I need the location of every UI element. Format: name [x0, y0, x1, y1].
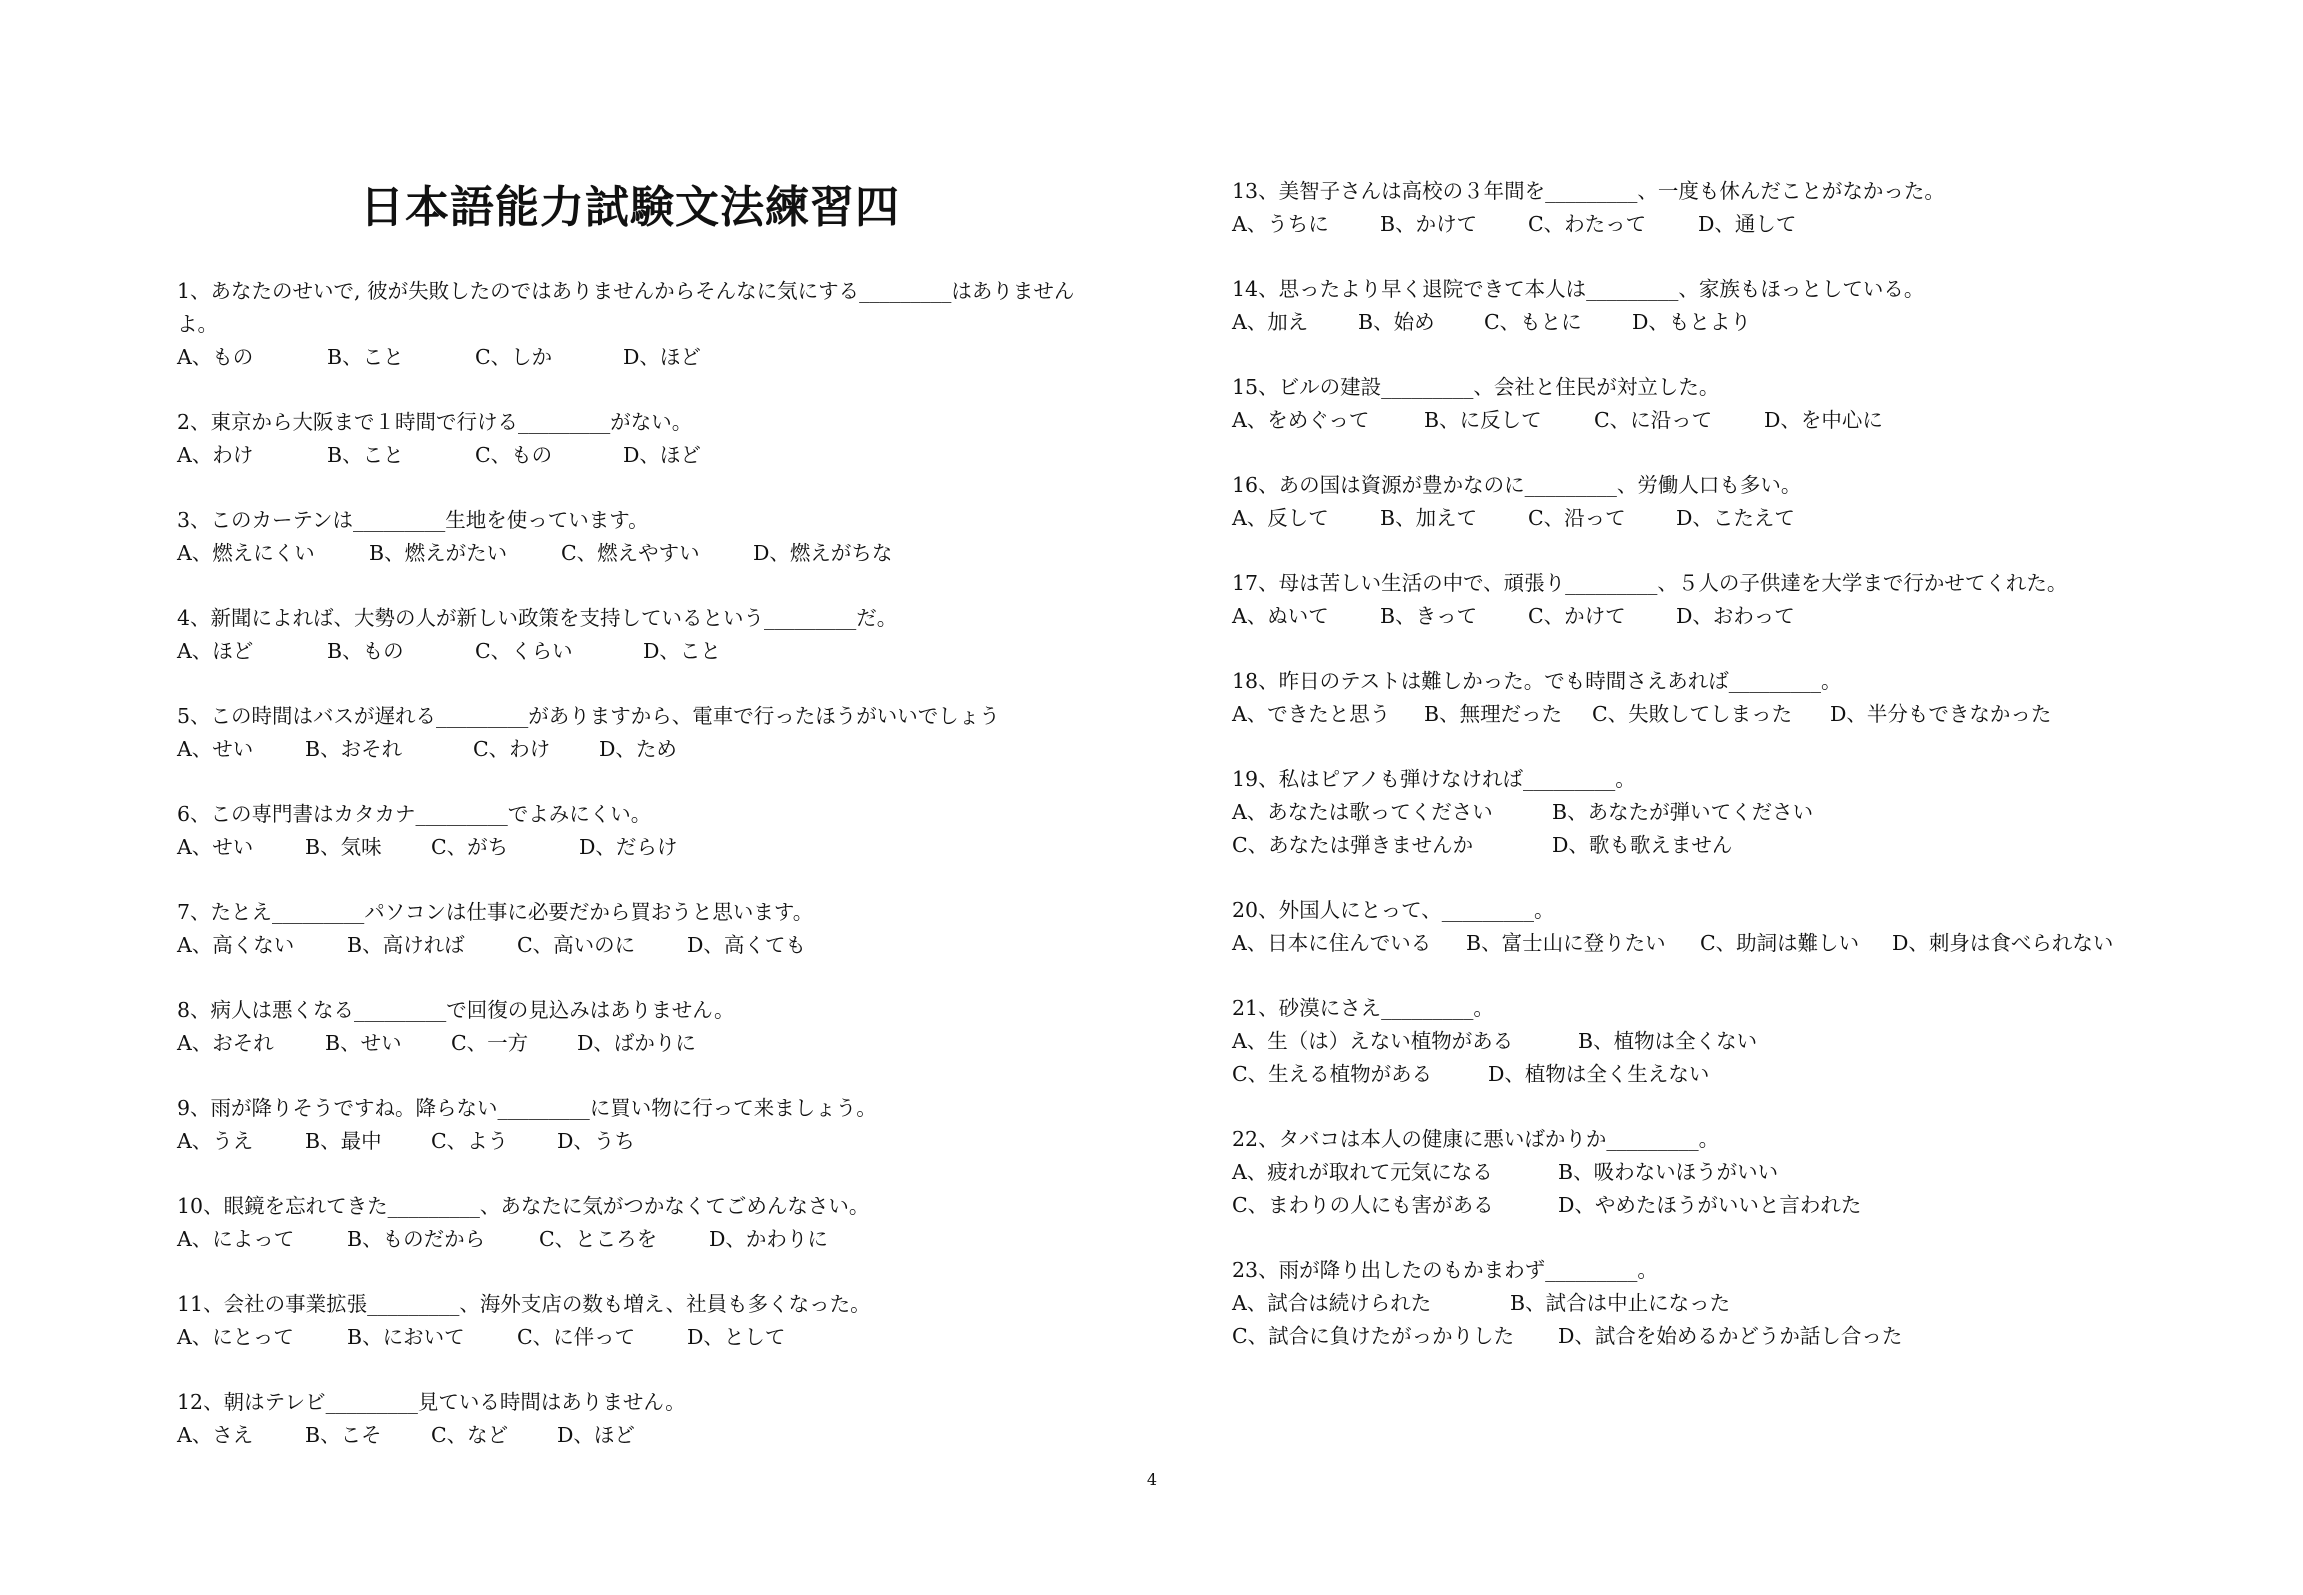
question-stem: 3、このカーテンは_________生地を使っています。	[177, 508, 649, 532]
answer-option: B、植物は全くない	[1578, 1029, 1758, 1053]
answer-option: C、沿って	[1528, 506, 1626, 530]
question-stem: 5、この時間はバスが遅れる_________がありますから、電車で行ったほうがいいでしょう	[177, 704, 1000, 728]
question-item	[1232, 567, 2272, 633]
answer-option: A、試合は続けられた	[1232, 1291, 1432, 1315]
answer-option: D、やめたほうがいいと言われた	[1558, 1193, 1862, 1217]
question-stem: 6、この専門書はカタカナ_________でよみにくい。	[177, 802, 652, 826]
answer-option: D、ほど	[557, 1423, 635, 1447]
answer-options	[177, 341, 1137, 374]
answer-option: D、もとより	[1632, 310, 1751, 334]
question-stem: 15、ビルの建設_________、会社と住民が対立した。	[1232, 375, 1720, 399]
answer-option: C、まわりの人にも害がある	[1232, 1193, 1494, 1217]
answer-option: A、生（は）えない植物がある	[1232, 1029, 1514, 1053]
answer-options	[1232, 927, 2272, 960]
answer-option: D、こと	[643, 639, 721, 663]
answer-option: A、もの	[177, 345, 254, 369]
answer-option: A、せい	[177, 835, 254, 859]
answer-option: A、反して	[1232, 506, 1329, 530]
question-item	[177, 994, 1137, 1060]
question-item	[1232, 371, 2272, 437]
question-stem: 2、東京から大阪まで１時間で行ける_________がない。	[177, 410, 693, 434]
question-stem: 16、あの国は資源が豊かなのに_________、労働人口も多い。	[1232, 473, 1802, 497]
answer-option: B、始め	[1358, 310, 1435, 334]
question-item	[177, 1092, 1137, 1158]
question-stem: 13、美智子さんは高校の３年間を_________、一度も休んだことがなかった。	[1232, 179, 1945, 203]
question-item	[177, 275, 1137, 374]
answer-option: C、に伴って	[517, 1325, 636, 1349]
answer-option: B、試合は中止になった	[1510, 1291, 1731, 1315]
question-item	[177, 406, 1137, 472]
answer-option: B、せい	[325, 1031, 402, 1055]
answer-option: A、をめぐって	[1232, 408, 1370, 432]
answer-options	[177, 1223, 1137, 1256]
answer-options	[1232, 208, 2272, 241]
answer-option: A、わけ	[177, 443, 254, 467]
page-number: 4	[1146, 1470, 1158, 1489]
answer-option: A、加え	[1232, 310, 1309, 334]
answer-option: D、を中心に	[1764, 408, 1883, 432]
answer-option: D、燃えがちな	[753, 541, 893, 565]
question-item	[177, 896, 1137, 962]
answer-option: B、最中	[305, 1129, 382, 1153]
question-item	[177, 700, 1137, 766]
question-stem: 21、砂漠にさえ_________。	[1232, 996, 1494, 1020]
answer-options	[177, 1125, 1137, 1158]
question-item	[177, 798, 1137, 864]
answer-option: B、こそ	[305, 1423, 382, 1447]
answer-options	[177, 635, 1137, 668]
answer-option: C、失敗してしまった	[1592, 702, 1793, 726]
answer-option: A、疲れが取れて元気になる	[1232, 1160, 1493, 1184]
answer-option: B、おそれ	[305, 737, 403, 761]
answer-options	[177, 1027, 1137, 1060]
answer-option: D、刺身は食べられない	[1892, 931, 2114, 955]
answer-options	[1232, 1156, 2272, 1189]
question-stem: 11、会社の事業拡張_________、海外支店の数も増え、社員も多くなった。	[177, 1292, 871, 1316]
answer-options	[1232, 698, 2272, 731]
answer-option: C、わたって	[1528, 212, 1647, 236]
answer-option: C、生える植物がある	[1232, 1062, 1433, 1086]
answer-option: A、ほど	[177, 639, 254, 663]
answer-options	[1232, 1025, 2272, 1058]
answer-option: D、半分もできなかった	[1830, 702, 2052, 726]
answer-option: C、かけて	[1528, 604, 1626, 628]
answer-option: D、かわりに	[709, 1227, 828, 1251]
question-stem: 10、眼鏡を忘れてきた_________、あなたに気がつかなくてごめんなさい。	[177, 1194, 870, 1218]
answer-options	[177, 929, 1137, 962]
question-item	[1232, 469, 2272, 535]
question-item	[177, 1288, 1137, 1354]
answer-options	[177, 439, 1137, 472]
answer-option: A、できたと思う	[1232, 702, 1391, 726]
answer-options	[1232, 306, 2272, 339]
answer-option: A、おそれ	[177, 1031, 274, 1055]
answer-option: B、気味	[305, 835, 382, 859]
answer-options	[177, 1419, 1137, 1452]
answer-option: A、日本に住んでいる	[1232, 931, 1432, 955]
answer-option: C、燃えやすい	[561, 541, 700, 565]
question-stem: 9、雨が降りそうですね。降らない_________に買い物に行って来ましょう。	[177, 1096, 877, 1120]
answer-option: C、試合に負けたがっかりした	[1232, 1324, 1515, 1348]
answer-option: C、もの	[475, 443, 553, 467]
question-item	[1232, 1254, 2272, 1353]
answer-option: A、うえ	[177, 1129, 254, 1153]
answer-option: D、ほど	[623, 345, 701, 369]
question-stem: 20、外国人にとって、_________。	[1232, 898, 1555, 922]
answer-option: B、富士山に登りたい	[1466, 931, 1666, 955]
question-item	[1232, 175, 2272, 241]
answer-option: B、無理だった	[1424, 702, 1563, 726]
answer-option: C、よう	[431, 1129, 509, 1153]
question-stem: 22、タバコは本人の健康に悪いばかりか_________。	[1232, 1127, 1720, 1151]
answer-option: D、高くても	[687, 933, 806, 957]
question-stem: 1、あなたのせいで, 彼が失敗したのではありませんからそんなに気にする_________はありませんよ。	[177, 279, 1075, 336]
answer-option: C、など	[431, 1423, 509, 1447]
answer-options	[177, 1321, 1137, 1354]
answer-option: A、あなたは歌ってください	[1232, 800, 1493, 824]
answer-option: B、加えて	[1380, 506, 1478, 530]
answer-option: A、うちに	[1232, 212, 1329, 236]
answer-options	[1232, 796, 2272, 829]
page-title: 日本語能力試験文法練習四	[360, 182, 900, 233]
answer-option: C、わけ	[473, 737, 551, 761]
answer-option: D、ため	[599, 737, 677, 761]
answer-option: D、おわって	[1676, 604, 1795, 628]
question-item	[1232, 894, 2272, 960]
answer-options	[1232, 1189, 2272, 1222]
question-item	[177, 602, 1137, 668]
answer-option: B、において	[347, 1325, 465, 1349]
answer-option: D、試合を始めるかどうか話し合った	[1558, 1324, 1903, 1348]
question-stem: 18、昨日のテストは難しかった。でも時間さえあれば_________。	[1232, 669, 1842, 693]
answer-option: D、として	[687, 1325, 786, 1349]
question-item	[1232, 273, 2272, 339]
answer-option: B、吸わないほうがいい	[1558, 1160, 1779, 1184]
question-stem: 14、思ったより早く退院できて本人は_________、家族もほっとしている。	[1232, 277, 1925, 301]
answer-option: B、こと	[327, 345, 404, 369]
answer-option: C、一方	[451, 1031, 529, 1055]
answer-option: B、あなたが弾いてください	[1552, 800, 1814, 824]
answer-option: C、くらい	[475, 639, 573, 663]
answer-option: B、に反して	[1424, 408, 1542, 432]
question-item	[1232, 763, 2272, 862]
answer-options	[1232, 829, 2272, 862]
answer-option: B、燃えがたい	[369, 541, 508, 565]
answer-option: B、高ければ	[347, 933, 465, 957]
question-item	[177, 504, 1137, 570]
answer-options	[1232, 1320, 2272, 1353]
answer-option: D、ばかりに	[577, 1031, 696, 1055]
answer-option: D、通して	[1698, 212, 1797, 236]
answer-options	[1232, 1287, 2272, 1320]
answer-option: A、にとって	[177, 1325, 294, 1349]
answer-option: C、しか	[475, 345, 553, 369]
right-column	[1232, 175, 2272, 1385]
answer-options	[177, 733, 1137, 766]
question-item	[1232, 1123, 2272, 1222]
question-item	[177, 1386, 1137, 1452]
answer-option: A、ぬいて	[1232, 604, 1329, 628]
answer-option: C、もとに	[1484, 310, 1582, 334]
left-column	[177, 275, 1137, 1484]
answer-options	[1232, 404, 2272, 437]
answer-option: D、こたえて	[1676, 506, 1795, 530]
question-item	[177, 1190, 1137, 1256]
answer-option: D、うち	[557, 1129, 635, 1153]
answer-option: C、に沿って	[1594, 408, 1713, 432]
question-item	[1232, 665, 2272, 731]
answer-option: C、高いのに	[517, 933, 636, 957]
answer-options	[177, 537, 1137, 570]
answer-option: A、燃えにくい	[177, 541, 315, 565]
answer-options	[1232, 600, 2272, 633]
answer-option: C、あなたは弾きませんか	[1232, 833, 1474, 857]
answer-option: B、こと	[327, 443, 404, 467]
answer-option: D、だらけ	[579, 835, 678, 859]
answer-option: A、さえ	[177, 1423, 254, 1447]
question-stem: 23、雨が降り出したのもかまわず_________。	[1232, 1258, 1658, 1282]
answer-option: C、がち	[431, 835, 509, 859]
answer-options	[1232, 502, 2272, 535]
question-stem: 12、朝はテレビ_________見ている時間はありません。	[177, 1390, 686, 1414]
answer-option: A、せい	[177, 737, 254, 761]
answer-options	[177, 831, 1137, 864]
answer-option: B、きって	[1380, 604, 1478, 628]
answer-option: A、によって	[177, 1227, 295, 1251]
question-stem: 19、私はピアノも弾けなければ_________。	[1232, 767, 1636, 791]
answer-option: D、ほど	[623, 443, 701, 467]
answer-option: A、高くない	[177, 933, 295, 957]
answer-option: B、ものだから	[347, 1227, 486, 1251]
question-stem: 4、新聞によれば、大勢の人が新しい政策を支持しているという_________だ。	[177, 606, 898, 630]
answer-option: C、ところを	[539, 1227, 658, 1251]
question-stem: 7、たとえ_________パソコンは仕事に必要だから買おうと思います。	[177, 900, 814, 924]
answer-options	[1232, 1058, 2272, 1091]
answer-option: C、助詞は難しい	[1700, 931, 1860, 955]
question-stem: 8、病人は悪くなる_________で回復の見込みはありません。	[177, 998, 735, 1022]
answer-option: B、かけて	[1380, 212, 1478, 236]
answer-option: B、もの	[327, 639, 404, 663]
answer-option: D、歌も歌えません	[1552, 833, 1733, 857]
question-stem: 17、母は苦しい生活の中で、頑張り_________、５人の子供達を大学まで行かせてくれた。	[1232, 571, 2068, 595]
answer-option: D、植物は全く生えない	[1488, 1062, 1710, 1086]
question-item	[1232, 992, 2272, 1091]
